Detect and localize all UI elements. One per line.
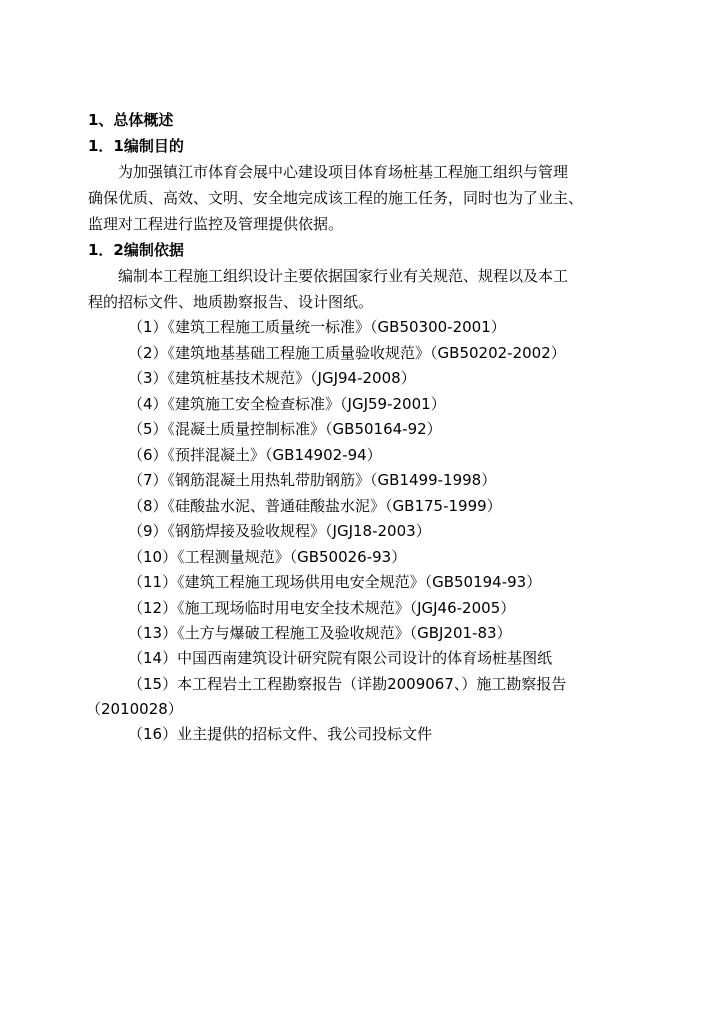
reference-item: （8）《硅酸盐水泥、普通硅酸盐水泥》（GB175-1999） xyxy=(128,497,502,515)
reference-item: （14）中国西南建筑设计研究院有限公司设计的体育场桩基图纸 xyxy=(128,649,553,667)
basis-line: 编制本工程施工组织设计主要依据国家行业有关规范、规程以及本工 xyxy=(118,267,569,285)
basis-line: 程的招标文件、地质勘察报告、设计图纸。 xyxy=(88,293,374,311)
reference-item: （6）《预拌混凝土》（GB14902-94） xyxy=(128,446,382,464)
reference-item: （3）《建筑桩基技术规范》（JGJ94-2008） xyxy=(128,369,416,387)
reference-item: （15）本工程岩土工程勘察报告（详勘2009067、）施工勘察报告 xyxy=(128,675,567,693)
section-heading-overview: 1、总体概述 xyxy=(88,111,174,129)
reference-item: （2）《建筑地基基础工程施工质量验收规范》（GB50202-2002） xyxy=(128,344,566,362)
reference-item: （11）《建筑工程施工现场供用电安全规范》（GB50194-93） xyxy=(128,573,542,591)
reference-item-continuation: （2010028） xyxy=(86,700,183,718)
reference-item: （4）《建筑施工安全检查标准》（JGJ59-2001） xyxy=(128,395,446,413)
reference-item: （16）业主提供的招标文件、我公司投标文件 xyxy=(128,725,433,743)
purpose-line: 为加强镇江市体育会展中心建设项目体育场桩基工程施工组织与管理 xyxy=(118,163,569,181)
reference-item: （7）《钢筋混凝土用热轧带肋钢筋》（GB1499-1998） xyxy=(128,471,497,489)
reference-item: （12）《施工现场临时用电安全技术规范》（JGJ46-2005） xyxy=(128,599,516,617)
reference-item: （1）《建筑工程施工质量统一标准》（GB50300-2001） xyxy=(128,318,506,336)
reference-item: （13）《土方与爆破工程施工及验收规范》（GBJ201-83） xyxy=(128,624,512,642)
section-heading-basis: 1．2编制依据 xyxy=(88,241,184,259)
purpose-line: 监理对工程进行监控及管理提供依据。 xyxy=(88,215,344,233)
section-heading-purpose: 1．1编制目的 xyxy=(88,137,184,155)
reference-item: （9）《钢筋焊接及验收规程》（JGJ18-2003） xyxy=(128,522,431,540)
reference-item: （10）《工程测量规范》（GB50026-93） xyxy=(128,548,407,566)
purpose-line: 确保优质、高效、文明、安全地完成该工程的施工任务，同时也为了业主、 xyxy=(88,189,584,207)
reference-item: （5）《混凝土质量控制标准》（GB50164-92） xyxy=(128,420,442,438)
